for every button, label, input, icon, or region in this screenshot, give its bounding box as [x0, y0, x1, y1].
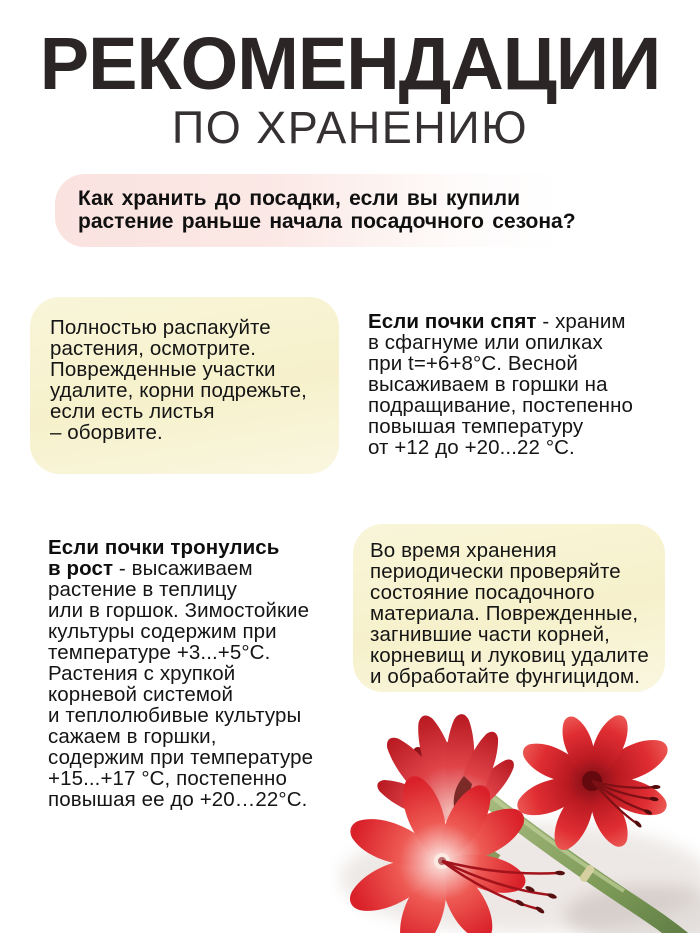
- card-unpack-body: Полностью распакуйте растения, осмотрите. Поврежденные участки удалите, корни подрежьте, если есть листья – оборвите.: [50, 316, 307, 444]
- card-unpack-text: [50, 317, 372, 443]
- card-growing-buds-body: - высаживаем растение в теплицу или в горшок. Зимостойкие культуры содержим при температуре +3...+5°С. Растения с хрупкой корневой системой и теплолюбивые культуры сажаем в горшки, содержим при температуре +15...+17 °С, постепенно повышая ее до +20…22°С.: [48, 557, 314, 811]
- header: [0, 0, 700, 151]
- card-dormant-buds-body: - храним в сфагнуме или опилках при t=+6+8°С. Весной высаживаем в горшки на подращивание, постепенно повышая температуру от +12 до +20...22 °С.: [368, 310, 634, 459]
- page-title: РЕКОМЕНДАЦИИ: [39, 22, 661, 105]
- card-growing-buds-text: [48, 537, 370, 810]
- card-growing-buds-lead: Если почки тронулись в рост: [48, 536, 280, 580]
- card-dormant-buds-lead: Если почки спят: [368, 310, 537, 333]
- card-dormant-buds-text: [368, 311, 690, 458]
- question-text: Как хранить до посадки, если вы купили растение раньше начала посадочного сезона?: [78, 187, 576, 233]
- amaryllis-illustration: [330, 693, 700, 933]
- card-check-material-text: [370, 540, 682, 687]
- amaryllis-photo: [330, 693, 700, 933]
- question-banner: [55, 174, 618, 247]
- card-check-material-body: Во время хранения периодически проверяйте состояние посадочного материала. Поврежденные, загнившие части корней, корневищ и луковиц удалите и обработайте фунгицидом.: [370, 539, 649, 688]
- page-subtitle: ПО ХРАНЕНИЮ: [171, 102, 529, 153]
